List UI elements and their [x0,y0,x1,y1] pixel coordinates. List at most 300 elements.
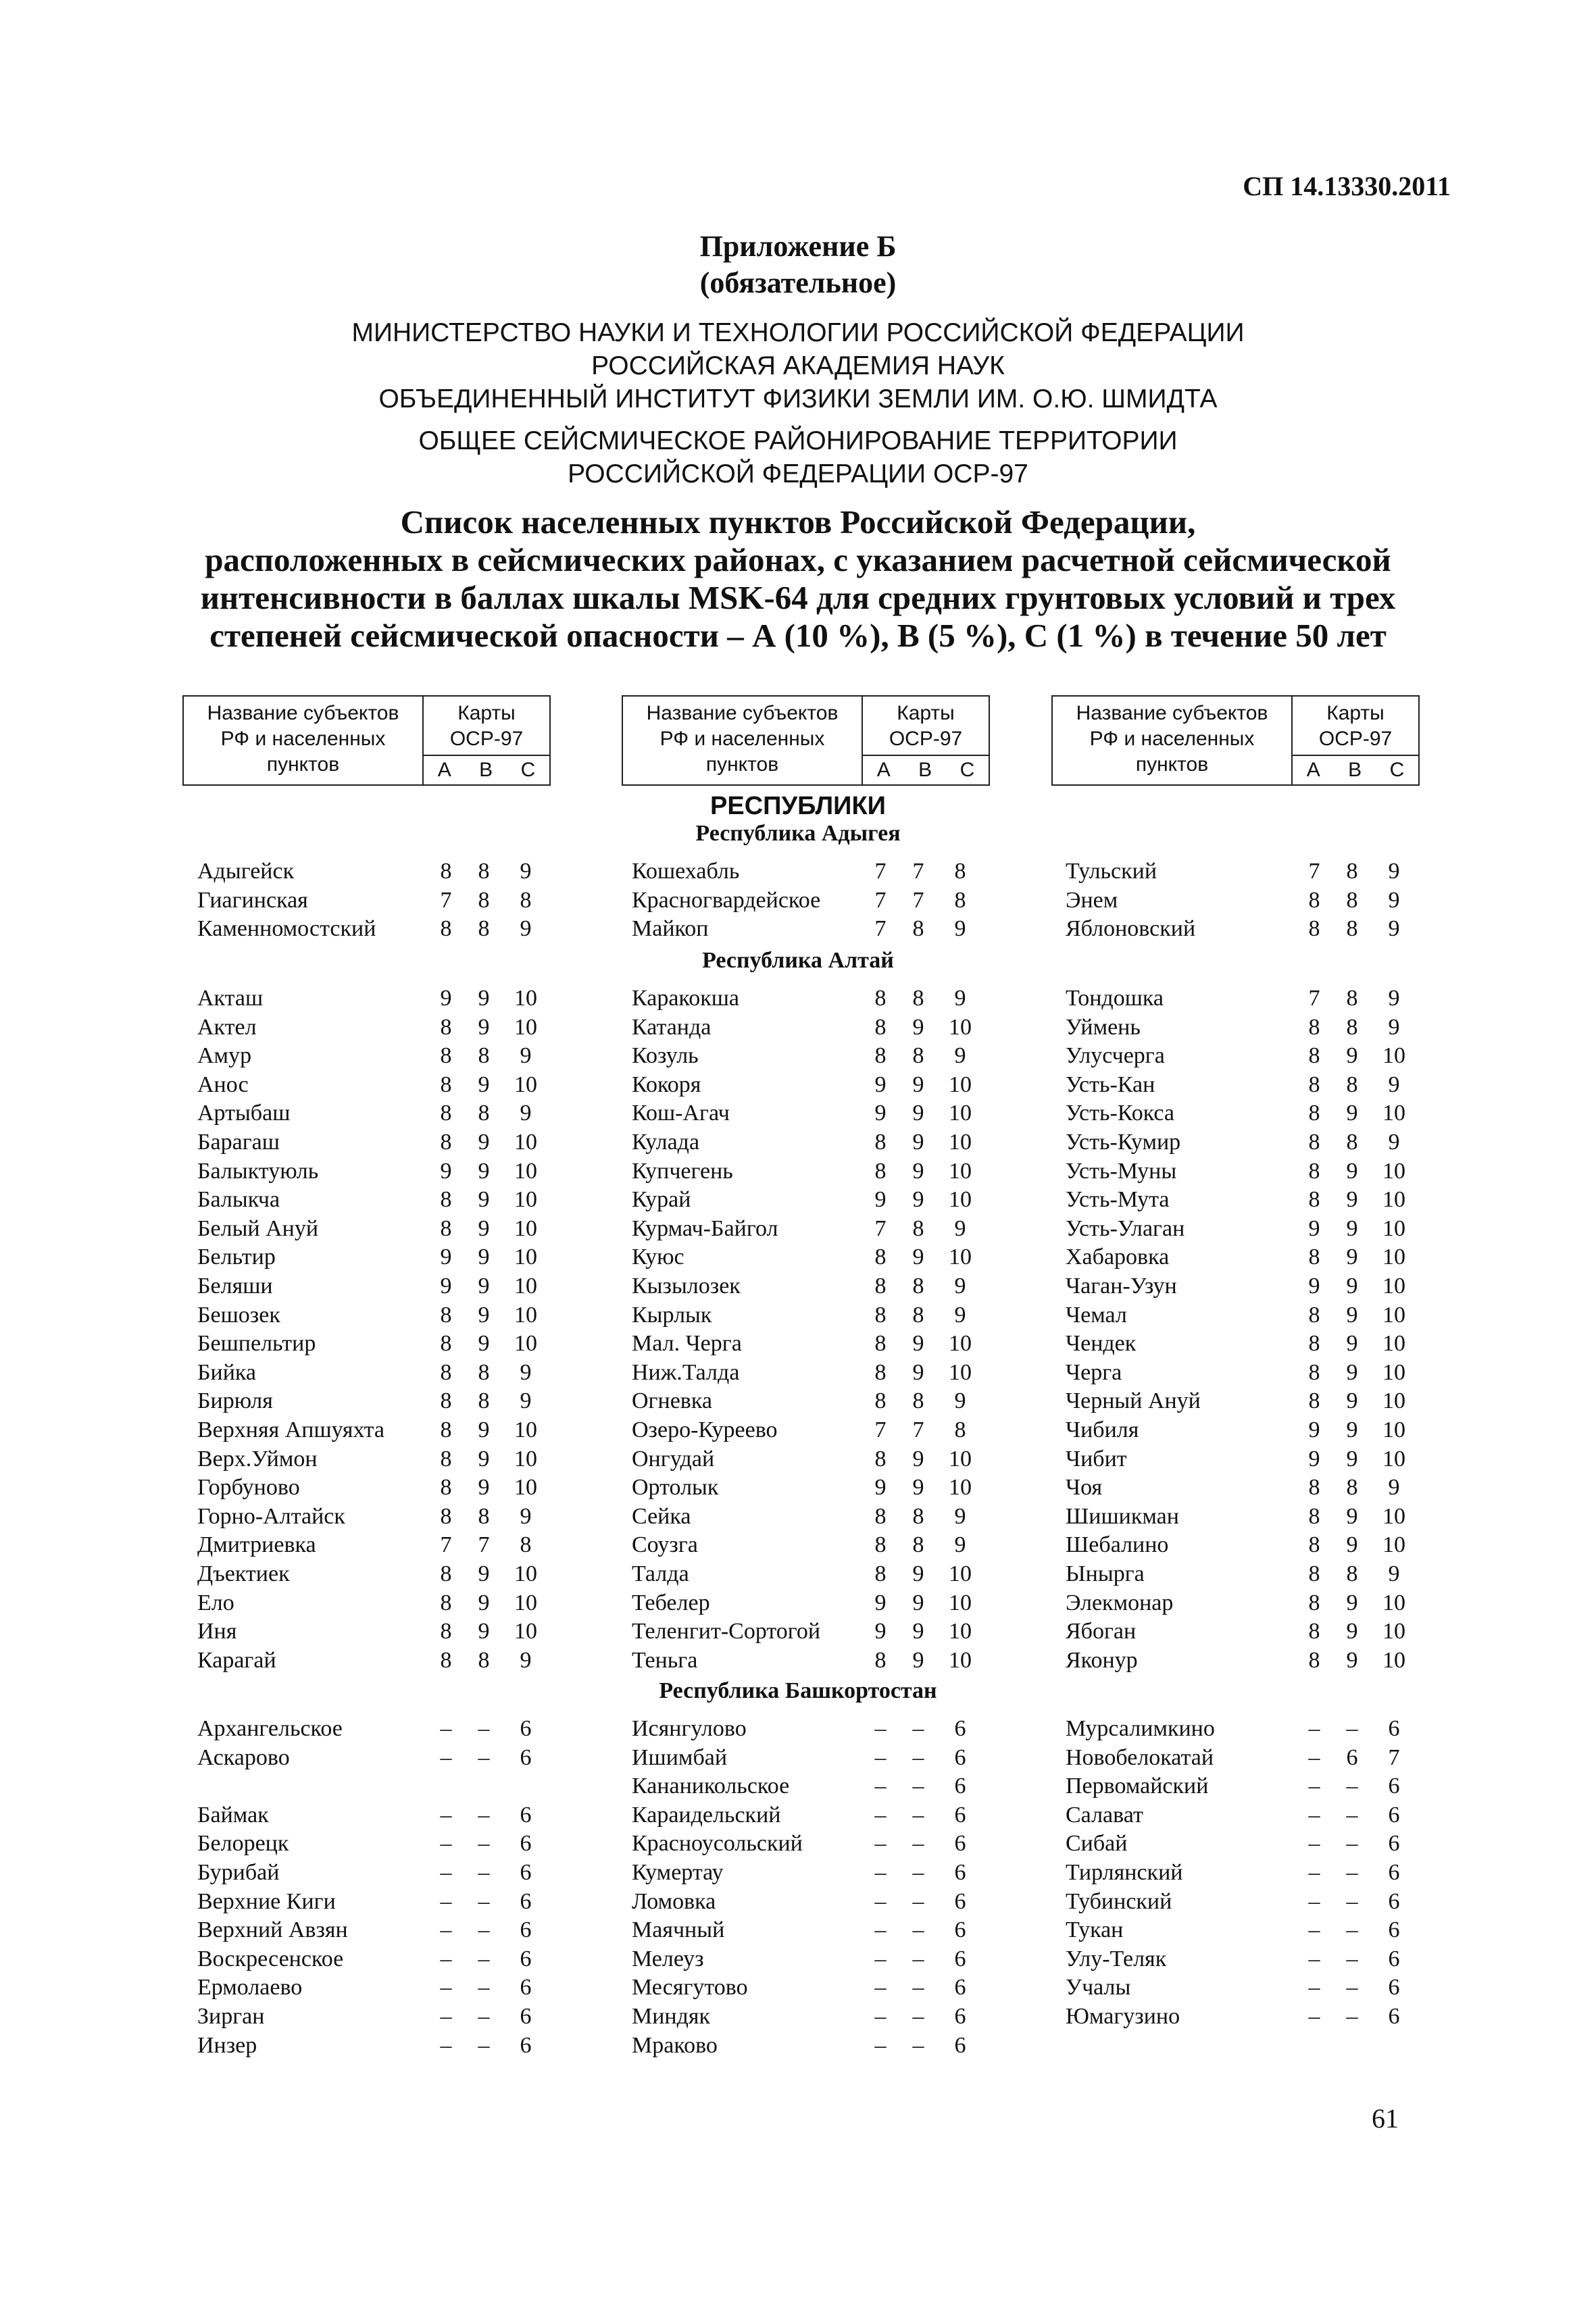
page-number: 61 [1372,2103,1399,2134]
table-row [1066,1444,1417,1474]
intensity-b: 8 [912,1274,924,1299]
section-title: Республика Алтай [702,948,894,973]
settlement-name: Юмагузино [1066,2004,1180,2029]
intensity-c: 6 [1388,1831,1400,1857]
table-row [632,1473,983,1502]
settlement-name: Бешпельтир [197,1331,316,1357]
table-row [1066,1301,1417,1330]
header-maps-cell [863,697,989,784]
intensity-a: – [874,2004,887,2029]
settlement-name: Чемал [1066,1302,1127,1328]
document-title [0,503,1596,655]
table-row [1066,1801,1417,1830]
document-code: СП 14.13330.2011 [1243,171,1451,201]
table-row [1066,1915,1417,1944]
intensity-c: 10 [1382,1417,1405,1442]
intensity-c: 6 [520,1716,532,1741]
intensity-a: 8 [440,1187,452,1213]
intensity-c: 6 [954,2032,966,2058]
settlement-name: Артыбаш [197,1101,291,1126]
table-row [632,1743,983,1772]
intensity-a: – [1308,1716,1320,1741]
intensity-c: 10 [514,1215,537,1241]
table-row [1066,1157,1417,1186]
intensity-a: – [1308,1860,1320,1885]
intensity-b: 8 [478,1503,490,1529]
intensity-b: – [912,1860,924,1885]
settlement-name: Тебелер [632,1590,710,1615]
settlement-name: Барагаш [197,1130,280,1155]
intensity-c: 6 [520,1860,532,1885]
table-row [1066,1617,1417,1646]
table-header [1051,695,1420,786]
settlement-name: Гиагинская [197,887,308,913]
settlement-name: Тукан [1066,1917,1124,1943]
settlement-name: Кумертау [632,1860,724,1885]
intensity-a: 8 [874,1130,887,1155]
header-maps-cell [424,697,549,784]
table-row [1066,1714,1417,1743]
intensity-a: 8 [874,1359,887,1385]
table-row [197,1973,549,2002]
intensity-b: 8 [912,986,924,1011]
table-row [632,1301,983,1330]
intensity-b: 8 [1346,887,1358,913]
intensity-b: 9 [478,1590,490,1615]
table-row [197,1915,549,1944]
intensity-a: 8 [440,1359,452,1385]
intensity-a: 8 [874,1302,887,1328]
intensity-a: – [874,1975,887,2001]
table-row [632,914,983,943]
settlement-name: Энем [1066,887,1118,913]
table-row [632,1801,983,1830]
intensity-c: 9 [1388,1475,1400,1501]
intensity-c: 10 [1382,1503,1405,1529]
intensity-b: 9 [1346,1187,1358,1213]
table-row [1066,1646,1417,1675]
intensity-a: 8 [440,1503,452,1529]
table-row [632,1617,983,1646]
table-row [1066,1887,1417,1916]
intensity-c: 6 [520,1802,532,1828]
table-row [1066,1185,1417,1214]
settlement-name: Черный Ануй [1066,1388,1201,1414]
intensity-a: 8 [874,1388,887,1414]
intensity-c: 10 [514,1130,537,1155]
intensity-b: 9 [478,1302,490,1328]
intensity-c: 10 [1382,1158,1405,1184]
organization-block [0,316,1596,416]
intensity-c: 6 [954,1946,966,1971]
intensity-c: 6 [1388,1917,1400,1943]
table-row [632,886,983,915]
table-row [197,1415,549,1444]
intensity-b: 8 [478,1647,490,1673]
header-col-c: С [959,759,975,781]
intensity-a: 8 [874,1274,887,1299]
header-maps-line: Карты [1326,702,1385,724]
intensity-b: – [478,1744,490,1770]
settlement-name: Катанда [632,1014,712,1040]
intensity-b: – [1346,1716,1358,1741]
header-maps-line: ОСР-97 [889,728,963,750]
intensity-b: 9 [912,1619,924,1644]
intensity-c: 8 [954,1417,966,1442]
intensity-a: 9 [874,1187,887,1213]
intensity-c: 9 [520,1503,532,1529]
intensity-a: – [874,1946,887,1971]
project-block [0,424,1596,491]
table-row [632,1559,983,1588]
settlement-name: Онгудай [632,1446,715,1472]
intensity-c: 10 [514,1014,537,1040]
settlement-name: Чендек [1066,1331,1137,1357]
settlement-name: Озеро-Куреево [632,1417,778,1442]
intensity-a: 7 [1308,986,1320,1011]
intensity-b: 9 [1346,1244,1358,1270]
intensity-b: 9 [478,1158,490,1184]
table-row [632,1358,983,1387]
intensity-c: 9 [954,1302,966,1328]
intensity-a: 8 [1308,1043,1320,1069]
intensity-b: 9 [1346,1532,1358,1558]
intensity-a: 7 [874,887,887,913]
intensity-c: 6 [954,2004,966,2029]
intensity-c: 9 [520,859,532,884]
project-line: РОССИЙСКОЙ ФЕДЕРАЦИИ ОСР-97 [568,459,1028,488]
table-row [197,1013,549,1042]
intensity-c: 10 [1382,1647,1405,1673]
table-row [197,1714,549,1743]
table-row [632,1099,983,1128]
republics-heading: РЕСПУБЛИКИ [710,792,886,820]
intensity-a: 8 [1308,1388,1320,1414]
table-row [197,1128,549,1157]
intensity-a: 8 [1308,1072,1320,1097]
intensity-c: 6 [954,1831,966,1857]
intensity-b: 9 [1346,1417,1358,1442]
intensity-c: 8 [954,887,966,913]
settlement-name: Верхние Киги [197,1888,336,1914]
table-row [197,1358,549,1387]
intensity-a: – [874,1744,887,1770]
intensity-c: 9 [954,986,966,1011]
table-row [632,1272,983,1301]
intensity-c: 9 [954,916,966,942]
intensity-c: 10 [514,1619,537,1644]
intensity-b: 9 [912,1331,924,1357]
intensity-a: 7 [874,1215,887,1241]
table-row [197,1272,549,1301]
intensity-c: 6 [954,1860,966,1885]
intensity-c: 10 [949,1561,972,1586]
intensity-a: 9 [440,986,452,1011]
intensity-a: 8 [1308,1130,1320,1155]
intensity-a: – [874,1774,887,1799]
table-row [1066,1829,1417,1858]
intensity-b: 9 [912,1446,924,1472]
settlement-name: Горбуново [197,1475,300,1501]
settlement-name: Кананикольское [632,1774,790,1799]
intensity-a: 8 [440,1647,452,1673]
intensity-a: 8 [440,1072,452,1097]
header-maps-line: Карты [457,702,516,724]
settlement-name: Ермолаево [197,1975,303,2001]
table-row [1066,1329,1417,1358]
settlement-name: Уймень [1066,1014,1141,1040]
intensity-a: – [1308,1975,1320,2001]
table-row [1066,1386,1417,1415]
intensity-c: 10 [514,1187,537,1213]
settlement-name: Элекмонар [1066,1590,1174,1615]
table-row [1066,1013,1417,1042]
intensity-b: 8 [912,1043,924,1069]
intensity-c: 6 [520,1744,532,1770]
settlement-name: Дмитриевка [197,1532,316,1558]
intensity-c: 6 [954,1888,966,1914]
table-row [632,1386,983,1415]
table-row [632,1415,983,1444]
settlement-name: Тирлянский [1066,1860,1183,1885]
intensity-c: 8 [954,859,966,884]
settlement-name: Акташ [197,986,264,1011]
header-col-b: В [479,759,493,781]
settlement-name: Курай [632,1187,691,1213]
header-maps-line: Карты [897,702,955,724]
settlement-name: Бешозек [197,1302,280,1328]
table-row [197,1646,549,1675]
table-row [1066,857,1417,886]
intensity-c: 10 [514,986,537,1011]
intensity-c: 10 [1382,1331,1405,1357]
intensity-c: 9 [1388,859,1400,884]
settlement-name: Чаган-Узун [1066,1274,1177,1299]
settlement-name: Анос [197,1072,249,1097]
intensity-c: 10 [949,1590,972,1615]
header-col-b: В [1348,759,1362,781]
settlement-name: Яконур [1066,1647,1138,1673]
settlement-name: Мелеуз [632,1946,704,1971]
settlement-name: Теленгит-Сортогой [632,1619,821,1644]
header-name-line: Название субъектов [207,702,399,724]
intensity-c: 6 [1388,1946,1400,1971]
intensity-a: 9 [440,1158,452,1184]
intensity-c: 9 [954,1274,966,1299]
intensity-b: 9 [1346,1647,1358,1673]
intensity-b: 8 [1346,1475,1358,1501]
settlement-name: Усть-Кумир [1066,1130,1181,1155]
settlement-name: Учалы [1066,1975,1131,2001]
intensity-c: 6 [1388,1716,1400,1741]
intensity-c: 10 [949,1014,972,1040]
intensity-b: 6 [1346,1744,1358,1770]
intensity-a: 9 [874,1072,887,1097]
intensity-a: – [440,1802,452,1828]
intensity-c: 6 [520,1917,532,1943]
intensity-c: 9 [1388,887,1400,913]
intensity-c: 10 [514,1158,537,1184]
intensity-c: 9 [520,1043,532,1069]
intensity-a: 8 [440,1130,452,1155]
settlement-name: Кулада [632,1130,700,1155]
intensity-b: 8 [478,1101,490,1126]
header-name-line: РФ и населенных [659,728,825,750]
intensity-b: 9 [478,1014,490,1040]
intensity-c: 10 [514,1072,537,1097]
settlement-name: Балыктуюль [197,1158,319,1184]
settlement-name: Черга [1066,1359,1122,1385]
intensity-a: 8 [874,1014,887,1040]
settlement-name: Чоя [1066,1475,1103,1501]
intensity-a: – [1308,1888,1320,1914]
intensity-a: 8 [1308,1475,1320,1501]
intensity-b: 9 [1346,1101,1358,1126]
intensity-b: 9 [1346,1503,1358,1529]
table-header [622,695,990,786]
table-row [1066,1743,1417,1772]
intensity-b: 9 [478,1215,490,1241]
intensity-b: 8 [1346,1561,1358,1586]
table-row [197,914,549,943]
intensity-c: 10 [949,1244,972,1270]
intensity-b: 9 [912,1130,924,1155]
intensity-a: 8 [440,1446,452,1472]
intensity-b: – [912,1716,924,1741]
intensity-c: 6 [520,1975,532,2001]
intensity-a: 9 [1308,1446,1320,1472]
intensity-a: 8 [1308,1014,1320,1040]
intensity-b: 9 [478,1475,490,1501]
table-row [632,1013,983,1042]
settlement-name: Салават [1066,1802,1143,1828]
settlement-name: Миндяк [632,2004,711,2029]
settlement-name: Кызылозек [632,1274,741,1299]
settlement-name: Кош-Агач [632,1101,730,1126]
settlement-name: Ломовка [632,1888,716,1914]
intensity-c: 9 [954,1532,966,1558]
settlement-name: Верх.Уймон [197,1446,318,1472]
intensity-b: – [478,1888,490,1914]
intensity-b: – [1346,1888,1358,1914]
intensity-a: 8 [1308,1187,1320,1213]
table-row [197,1099,549,1128]
table-row [197,1070,549,1099]
table-row [1066,1530,1417,1559]
intensity-c: 6 [1388,1802,1400,1828]
intensity-b: – [912,1774,924,1799]
intensity-b: 8 [912,1215,924,1241]
settlement-name: Тульский [1066,859,1157,884]
table-row [1066,984,1417,1013]
intensity-b: – [478,1831,490,1857]
intensity-c: 10 [949,1072,972,1097]
header-col-a: А [437,759,451,781]
intensity-c: 10 [514,1274,537,1299]
table-header [182,695,551,786]
intensity-a: – [874,1888,887,1914]
settlement-name: Кокоря [632,1072,701,1097]
intensity-a: 8 [1308,916,1320,942]
intensity-c: 6 [1388,1888,1400,1914]
intensity-c: 10 [1382,1619,1405,1644]
intensity-c: 6 [520,2032,532,2058]
intensity-b: – [478,1860,490,1885]
table-row [632,1973,983,2002]
table-row [197,1771,549,1801]
intensity-b: 9 [478,1187,490,1213]
intensity-a: – [1308,1946,1320,1971]
table-row [632,984,983,1013]
intensity-c: 10 [514,1417,537,1442]
table-row [1066,914,1417,943]
settlement-name: Усть-Кан [1066,1072,1155,1097]
table-row [197,1185,549,1214]
intensity-b: 9 [912,1590,924,1615]
intensity-a: 8 [1308,1244,1320,1270]
settlement-name: Чибиля [1066,1417,1139,1442]
settlement-name: Новобелокатай [1066,1744,1214,1770]
table-row [632,1070,983,1099]
intensity-a: 8 [874,1503,887,1529]
table-row [632,1714,983,1743]
intensity-a: 8 [440,1619,452,1644]
intensity-b: 9 [478,1274,490,1299]
intensity-a: – [1308,1774,1320,1799]
intensity-b: 8 [912,1503,924,1529]
intensity-b: – [1346,1946,1358,1971]
table-row [632,1157,983,1186]
intensity-a: 8 [1308,1359,1320,1385]
intensity-a: 9 [440,1244,452,1270]
intensity-b: – [1346,1917,1358,1943]
settlement-name: Чибит [1066,1446,1127,1472]
settlement-name: Хабаровка [1066,1244,1170,1270]
table-row [197,1617,549,1646]
intensity-a: 8 [1308,1302,1320,1328]
table-row [632,1944,983,1973]
intensity-a: 8 [440,1014,452,1040]
intensity-c: 10 [949,1446,972,1472]
intensity-a: 8 [1308,1619,1320,1644]
intensity-b: 9 [478,986,490,1011]
intensity-c: 8 [520,1532,532,1558]
header-col-a: А [1306,759,1320,781]
settlement-name: Зирган [197,2004,265,2029]
intensity-b: 8 [478,887,490,913]
intensity-b: 7 [478,1532,490,1558]
intensity-a: 8 [1308,1331,1320,1357]
intensity-c: 10 [514,1302,537,1328]
header-col-c: С [520,759,536,781]
table-row [197,1386,549,1415]
table-row [197,1588,549,1617]
table-row [1066,1559,1417,1588]
table-row [1066,1588,1417,1617]
header-maps-line: ОСР-97 [1318,728,1393,750]
intensity-c: 6 [520,1831,532,1857]
intensity-a: 8 [440,1101,452,1126]
settlement-name: Бельтир [197,1244,276,1270]
intensity-a: 7 [874,1417,887,1442]
appendix-subtitle: (обязательное) [699,266,897,299]
intensity-c: 10 [1382,1532,1405,1558]
intensity-a: 8 [440,1590,452,1615]
settlement-name: Бурибай [197,1860,280,1885]
settlement-name: Архангельское [197,1716,343,1741]
intensity-a: 8 [1308,1158,1320,1184]
intensity-c: 6 [1388,1860,1400,1885]
